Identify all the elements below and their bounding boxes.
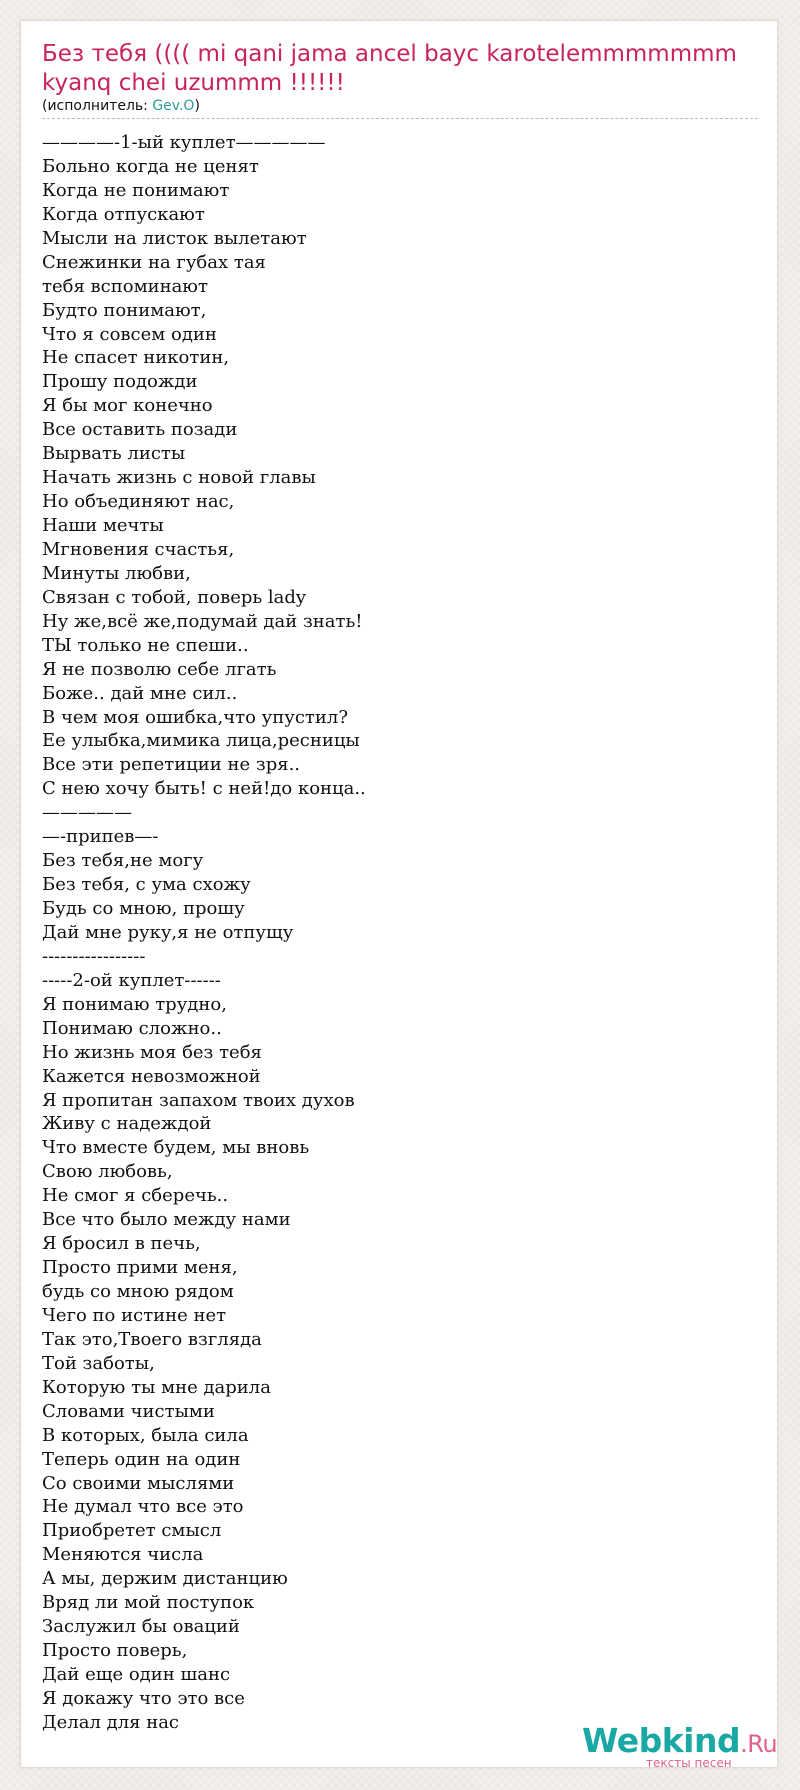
- lyric-line: Вряд ли мой поступок: [42, 1592, 255, 1614]
- lyric-line: Когда не понимают: [42, 179, 230, 201]
- lyric-line: Я докажу что это все: [42, 1687, 245, 1709]
- lyric-line: Наши мечты: [42, 515, 164, 536]
- lyric-line: Но объединяют нас,: [42, 491, 235, 513]
- lyric-line: -----2-ой куплет------: [42, 969, 221, 991]
- lyric-line: —-припев—-: [42, 826, 159, 848]
- lyric-line: Просто поверь,: [42, 1640, 188, 1662]
- lyric-line: В чем моя ошибка,что упустил?: [42, 706, 348, 728]
- lyric-line: Просто прими меня,: [42, 1257, 238, 1279]
- lyric-line: Той заботы,: [42, 1352, 155, 1374]
- lyric-line: Кажется невозможной: [42, 1065, 261, 1087]
- lyric-line: тебя вспоминают: [42, 275, 208, 297]
- lyric-line: Приобретет смысл: [42, 1520, 222, 1542]
- lyric-line: Я пропитан запахом твоих духов: [42, 1089, 355, 1111]
- lyric-line: ТЫ только не спеши..: [42, 634, 249, 656]
- lyric-line: Все эти репетиции не зря..: [42, 754, 301, 776]
- lyric-line: Мгновения счастья,: [42, 538, 235, 560]
- lyric-line: Боже.. дай мне сил..: [42, 682, 238, 704]
- lyric-line: Прошу подожди: [42, 371, 198, 393]
- performer-line: [42, 98, 760, 115]
- performer-suffix: ): [194, 98, 200, 114]
- lyric-line: Минуты любви,: [42, 562, 191, 584]
- lyric-line: А мы, держим дистанцию: [42, 1568, 288, 1590]
- lyric-line: Мысли на листок вылетают: [42, 227, 307, 249]
- lyric-line: С нею хочу быть! с ней!до конца..: [42, 778, 366, 800]
- lyric-line: Снежинки на губах тая: [42, 251, 266, 273]
- lyric-line: Не смог я сберечь..: [42, 1185, 229, 1207]
- header-divider: [42, 118, 758, 119]
- lyric-line: Ну же,всё же,подумай дай знать!: [42, 610, 363, 632]
- lyric-line: Дай еще один шанс: [42, 1664, 231, 1685]
- lyric-line: Со своими мыслями: [42, 1472, 235, 1494]
- lyric-line: будь со мною рядом: [42, 1281, 234, 1302]
- lyric-line: Но жизнь моя без тебя: [42, 1041, 262, 1063]
- lyric-line: Словами чистыми: [42, 1400, 215, 1422]
- lyric-line: Не спасет никотин,: [42, 347, 230, 369]
- song-title: Без тебя (((( mi qani jama ancel bayc karotelemmmmmmm kyanq chei uzummm !!!!!!: [42, 41, 737, 96]
- lyric-line: Больно когда не ценят: [42, 155, 259, 177]
- lyric-line: Без тебя, с ума схожу: [42, 874, 251, 896]
- lyric-line: Без тебя,не могу: [42, 850, 204, 872]
- lyric-line: Начать жизнь с новой главы: [42, 467, 316, 489]
- lyric-line: Дай мне руку,я не отпущу: [42, 921, 294, 943]
- lyric-line: Будто понимают,: [42, 299, 207, 321]
- lyric-line: Чего по истине нет: [42, 1304, 227, 1326]
- lyric-line: Связан с тобой, поверь lady: [42, 586, 307, 608]
- song-header: [42, 40, 760, 115]
- logo-name: Webkind: [582, 1721, 741, 1760]
- lyric-line: Я бы мог конечно: [42, 395, 213, 417]
- lyric-line: Понимаю сложно..: [42, 1017, 222, 1039]
- site-logo[interactable]: [582, 1722, 782, 1782]
- lyric-line: В которых, была сила: [42, 1424, 249, 1446]
- lyric-line: -----------------: [42, 945, 146, 967]
- lyric-line: Так это,Твоего взгляда: [42, 1328, 262, 1350]
- lyric-line: Теперь один на один: [42, 1448, 241, 1470]
- lyric-line: Вырвать листы: [42, 443, 186, 465]
- lyric-line: Не думал что все это: [42, 1496, 244, 1518]
- lyric-line: Что вместе будем, мы вновь: [42, 1137, 310, 1159]
- lyric-line: —————: [42, 802, 132, 824]
- lyric-line: Все что было между нами: [42, 1209, 291, 1231]
- lyric-line: Живу с надеждой: [42, 1113, 212, 1135]
- lyric-line: Которую ты мне дарила: [42, 1376, 271, 1398]
- lyric-line: Когда отпускают: [42, 203, 205, 225]
- lyric-line: Будь со мною, прошу: [42, 898, 245, 919]
- lyric-line: Ее улыбка,мимика лица,ресницы: [42, 730, 360, 752]
- lyric-line: Все оставить позади: [42, 419, 238, 441]
- logo-domain: .Ru: [740, 1730, 778, 1758]
- lyric-line: Свою любовь,: [42, 1161, 173, 1183]
- logo-tagline: тексты песен: [646, 1756, 732, 1770]
- lyric-line: Заслужил бы оваций: [42, 1616, 240, 1638]
- lyric-line: Что я совсем один: [42, 323, 217, 345]
- lyrics-text: [42, 131, 742, 1735]
- lyric-line: Я не позволю себе лгать: [42, 658, 277, 680]
- performer-prefix: (исполнитель:: [42, 98, 153, 114]
- lyric-line: Делал для нас: [42, 1711, 180, 1733]
- lyric-line: Меняются числа: [42, 1544, 204, 1566]
- lyric-line: Я бросил в печь,: [42, 1233, 201, 1255]
- lyric-line: Я понимаю трудно,: [42, 993, 227, 1015]
- performer-link[interactable]: Gev.O: [152, 98, 195, 114]
- lyric-line: ————-1-ый куплет—————: [42, 132, 326, 153]
